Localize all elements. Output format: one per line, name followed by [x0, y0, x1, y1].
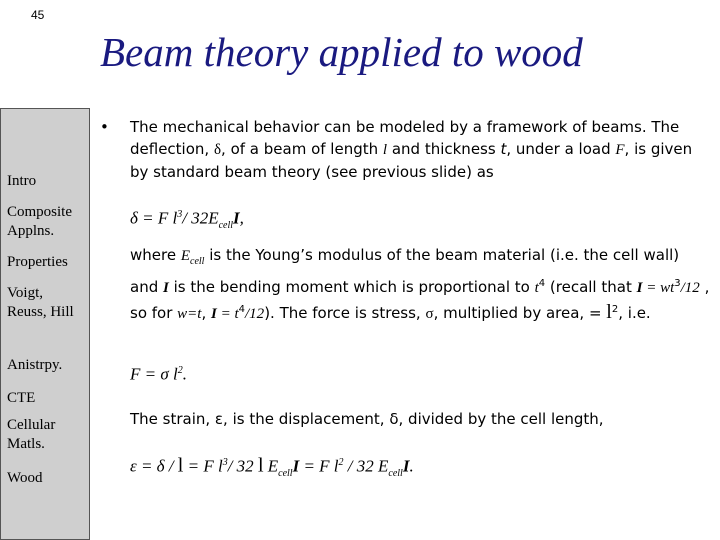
strain-paragraph: The strain, ε, is the displacement, δ, divided by the cell length, [130, 410, 604, 428]
sidebar-nav [0, 108, 90, 540]
strain-equation: ε = δ / l = F $l^3/$ 32 l $E_{cell}I = F$ $l^2 / 32$ $E_{cell}I$. [130, 454, 414, 480]
slide-number: 45 [31, 8, 45, 22]
sidebar-item-cte[interactable]: CTE [7, 390, 36, 406]
slide-title: Beam theory applied to wood [100, 29, 583, 75]
sidebar-item-voigt-reuss-hill[interactable]: Voigt, Reuss, Hill [7, 285, 74, 320]
sidebar-item-composite-applns[interactable]: Composite Applns. [7, 204, 73, 239]
intro-paragraph: The mechanical behavior can be modeled by a framework of beams. The deflection, δ, of a beam of length l and thickness t, under a load F, is given by standard beam theory (see previous slide) as [130, 118, 693, 181]
sidebar-item-anistrpy[interactable]: Anistrpy. [7, 357, 63, 373]
bullet-icon: • [100, 118, 109, 136]
sidebar-item-wood[interactable]: Wood [7, 470, 43, 486]
modulus-paragraph: where $E_{cell}$ is the Young’s modulus of the beam material (i.e. the cell wall) and I is the bending moment which is proportional to $t^4$ (recall that $I = wt^3/12$ , so for w=t, $I = t^4/12$). The force is stress, σ, multiplied by area, = $l^2$, i.e. [130, 246, 710, 323]
force-equation: F = σ $l^2$. [130, 364, 187, 384]
sidebar-item-intro[interactable]: Intro [7, 173, 37, 189]
sidebar-item-properties[interactable]: Properties [7, 254, 68, 270]
sidebar-item-cellular-matls[interactable]: Cellular Matls. [7, 417, 56, 452]
deflection-equation: δ = F $l^3/$ $32E_{cell}I$, [130, 208, 244, 232]
